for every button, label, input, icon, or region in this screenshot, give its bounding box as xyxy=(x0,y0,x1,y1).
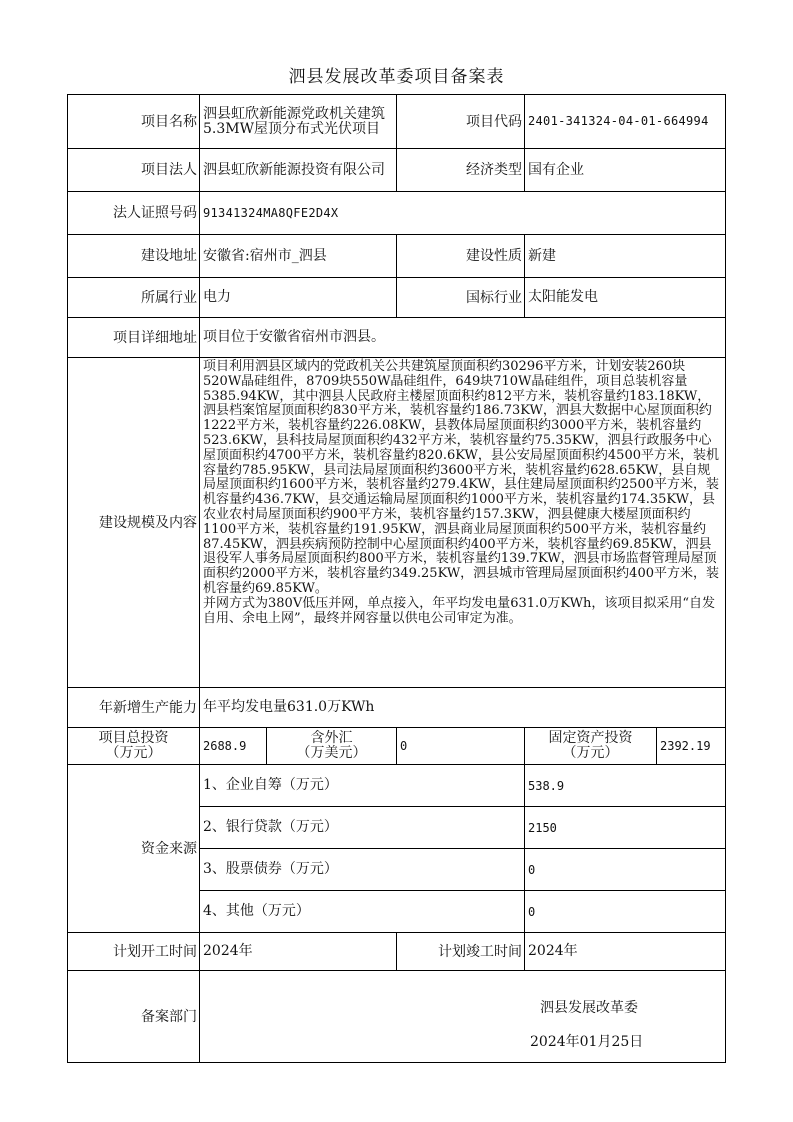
funding-item-label: 3、股票债券（万元） xyxy=(200,849,525,891)
row-industry xyxy=(68,278,726,318)
legal-id-label: 法人证照号码 xyxy=(68,192,200,235)
row-funding-1 xyxy=(68,765,726,807)
industry-label: 所属行业 xyxy=(68,278,200,318)
project-name-label: 项目名称 xyxy=(68,95,200,149)
funding-item-value: 538.9 xyxy=(525,765,726,807)
row-filing xyxy=(68,971,726,1063)
filing-date: 2024年01月25日 xyxy=(530,1034,644,1050)
row-legal-person xyxy=(68,149,726,192)
nature-label: 建设性质 xyxy=(397,235,525,278)
forex-value: 0 xyxy=(397,728,525,765)
legal-person-value: 泗县虹欣新能源投资有限公司 xyxy=(200,149,397,192)
national-industry-value: 太阳能发电 xyxy=(525,278,726,318)
row-detail-address xyxy=(68,318,726,358)
row-schedule xyxy=(68,933,726,971)
scale-description: 项目利用泗县区域内的党政机关公共建筑屋顶面积约30296平方米，计划安装260块520W晶硅组件，8709块550W晶硅组件，649块710W晶硅组件，项目总装机容量5385.94KW，其中泗县人民政府主楼屋顶面积约812平方米，装机容量约183.18KW，泗县档案馆屋顶面积约830平方米，装机容量约186.73KW，泗县大数据中心屋顶面积约1222平方米，装机容量约226.08KW，县教体局屋顶面积约3000平方米，装机容量约523.6KW，县科技局屋顶面积约432平方米，装机容量约75.35KW，泗县行政服务中心屋顶面积约4700平方米，装机容量约820.6KW，县公安局屋顶面积约4500平方米，装机容量约785.95KW，县司法局屋顶面积约3600平方米，装机容量约628.65KW，县自规局屋顶面积约1600平方米，装机容量约279.4KW，县住建局屋顶面积约2500平方米，装机容量约436.7KW，县交通运输局屋顶面积约1000平方米，装机容量约174.35KW，县农业农村局屋顶面积约900平方米，装机容量约157.3KW，泗县健康大楼屋顶面积约1100平方米，装机容量约191.95KW，泗县商业局屋顶面积约500平方米，装机容量约87.45KW，泗县疾病预防控制中心屋顶面积约400平方米，装机容量约69.85KW，泗县退役军人事务局屋顶面积约800平方米，装机容量约139.7KW，泗县市场监督管理局屋顶面积约2000平方米，装机容量约349.25KW，泗县城市管理局屋顶面积约400平方米，装机容量约69.85KW。 xyxy=(203,359,719,596)
total-investment-value: 2688.9 xyxy=(200,728,267,765)
forex-label xyxy=(267,728,397,765)
row-scale xyxy=(68,358,726,688)
scale-label: 建设规模及内容 xyxy=(68,358,200,688)
project-name-value: 泗县虹欣新能源党政机关建筑5.3MW屋顶分布式光伏项目 xyxy=(200,95,397,149)
start-time-value: 2024年 xyxy=(200,933,397,971)
forex-label-main: 含外汇 xyxy=(310,730,353,746)
total-investment-label-main: 项目总投资 xyxy=(98,730,169,746)
industry-value: 电力 xyxy=(200,278,397,318)
capacity-label: 年新增生产能力 xyxy=(68,688,200,728)
forex-label-unit: （万美元） xyxy=(296,745,367,761)
nature-value: 新建 xyxy=(525,235,726,278)
project-code-label: 项目代码 xyxy=(397,95,525,149)
filing-form-table xyxy=(67,94,726,1063)
fixed-investment-label-main: 固定资产投资 xyxy=(548,730,633,746)
row-legal-id xyxy=(68,192,726,235)
end-time-value: 2024年 xyxy=(525,933,726,971)
row-investment xyxy=(68,728,726,765)
scale-value xyxy=(200,358,726,688)
row-capacity xyxy=(68,688,726,728)
end-time-label: 计划竣工时间 xyxy=(397,933,525,971)
fixed-investment-label-unit: （万元） xyxy=(562,745,619,761)
row-project-name xyxy=(68,95,726,149)
funding-item-label: 1、企业自筹（万元） xyxy=(200,765,525,807)
filing-dept-name: 泗县发展改革委 xyxy=(540,1000,638,1016)
project-code-value: 2401-341324-04-01-664994 xyxy=(525,95,726,149)
funding-item-value: 0 xyxy=(525,891,726,933)
economic-type-value: 国有企业 xyxy=(525,149,726,192)
detail-address-value: 项目位于安徽省宿州市泗县。 xyxy=(200,318,726,358)
filing-dept-cell xyxy=(200,971,726,1063)
legal-person-label: 项目法人 xyxy=(68,149,200,192)
funding-item-value: 0 xyxy=(525,849,726,891)
start-time-label: 计划开工时间 xyxy=(68,933,200,971)
scale-grid-connection: 并网方式为380V低压并网，单点接入，年平均发电量631.0万KWh，该项目拟采用“自发自用、余电上网”，最终并网容量以供电公司审定为准。 xyxy=(203,595,716,626)
fixed-investment-value: 2392.19 xyxy=(657,728,726,765)
location-value: 安徽省:宿州市_泗县 xyxy=(200,235,397,278)
funding-label: 资金来源 xyxy=(68,765,200,933)
location-label: 建设地址 xyxy=(68,235,200,278)
fixed-investment-label xyxy=(525,728,657,765)
capacity-value: 年平均发电量631.0万KWh xyxy=(200,688,726,728)
national-industry-label: 国标行业 xyxy=(397,278,525,318)
economic-type-label: 经济类型 xyxy=(397,149,525,192)
total-investment-label-unit: （万元） xyxy=(105,745,162,761)
funding-item-label: 2、银行贷款（万元） xyxy=(200,807,525,849)
legal-id-value: 91341324MA8QFE2D4X xyxy=(200,192,726,235)
funding-item-value: 2150 xyxy=(525,807,726,849)
detail-address-label: 项目详细地址 xyxy=(68,318,200,358)
total-investment-label xyxy=(68,728,200,765)
row-location xyxy=(68,235,726,278)
funding-item-label: 4、其他（万元） xyxy=(200,891,525,933)
filing-dept-label: 备案部门 xyxy=(68,971,200,1063)
page-title: 泗县发展改革委项目备案表 xyxy=(288,67,505,87)
